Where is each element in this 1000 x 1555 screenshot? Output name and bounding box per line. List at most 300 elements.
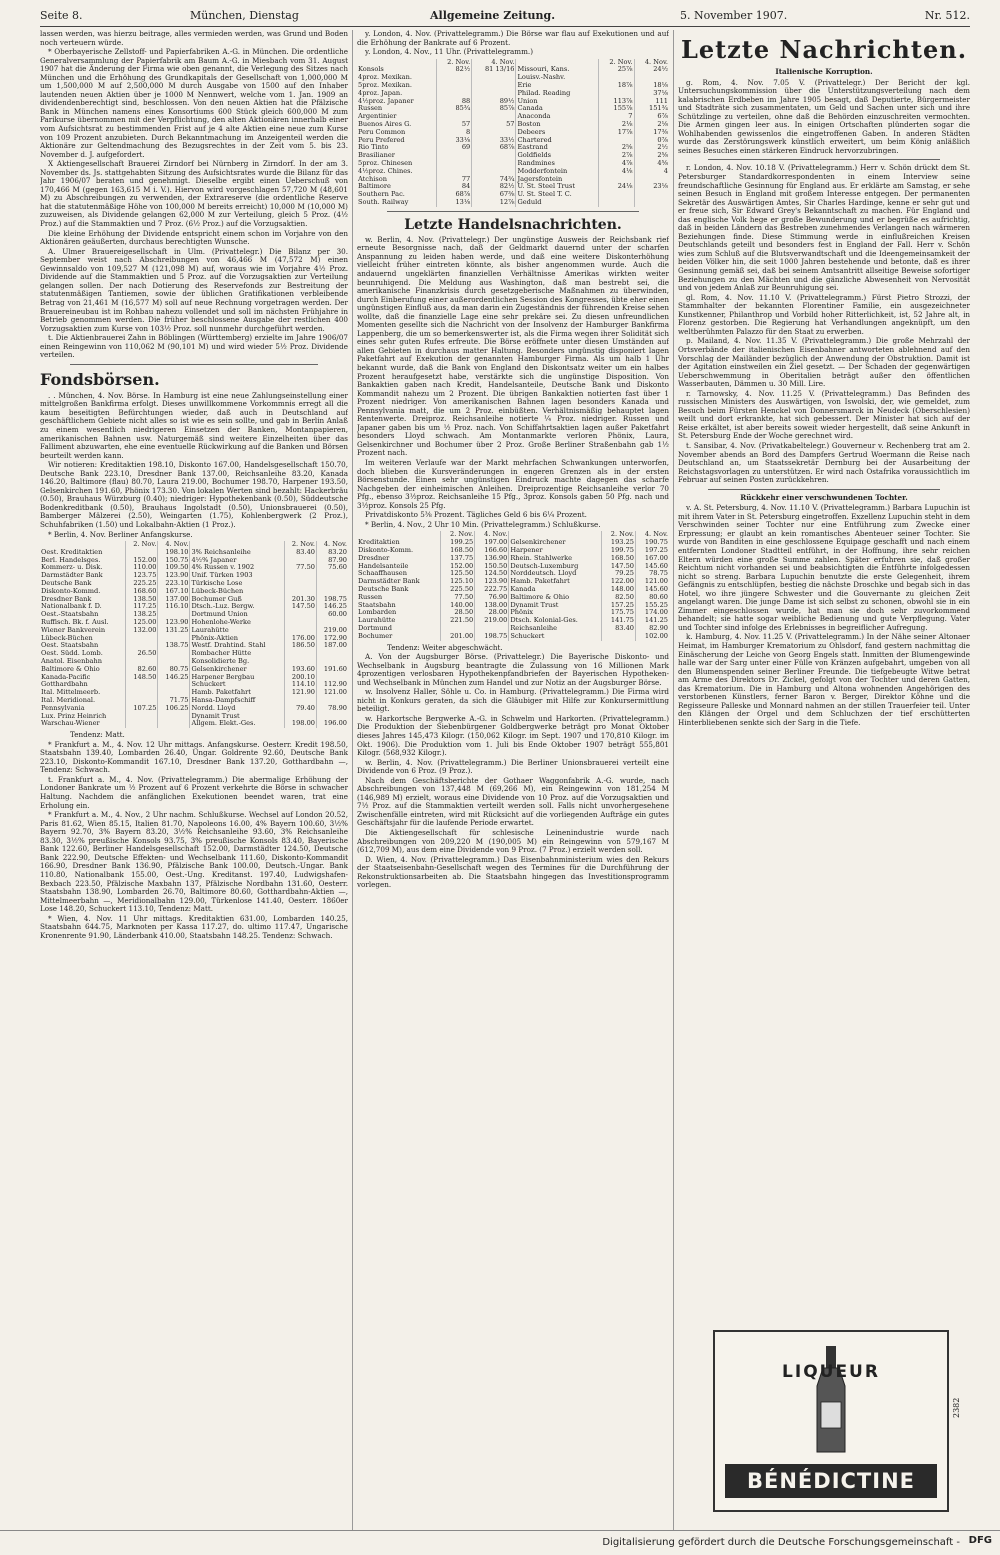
table-row: [40, 720, 348, 728]
table-cell: 68⅞: [472, 144, 516, 152]
table-cell: 24½: [634, 66, 669, 74]
table-cell: 123.90: [475, 578, 509, 586]
table-cell: 79.40: [284, 705, 316, 713]
table-cell: 88: [436, 98, 472, 106]
table-cell: 109.50: [158, 564, 190, 572]
column-3: [678, 30, 970, 1530]
table-cell: 4proz. Mexikan.: [358, 73, 412, 82]
table-header-cell: 2. Nov.: [126, 541, 158, 549]
table-cell: Baltimore: [358, 182, 391, 191]
table-cell: 223.10: [158, 580, 190, 588]
article-hamburg: k. Hamburg, 4. Nov. 11.25 V. (Privattelegramm.) In der Nähe seiner Altonaer Heimat, im Hamburger Krematorium zu Ohlsdorf, fand gestern nachmittag die Einäscherung der Leiche von Georg Engels statt. Inmitten der Blumengewinde halle war der Sarg unter einer Fülle von Kränzen aufgebahrt, umgeben von all den Blumenspenden seiner Berliner Freunde. Die tiefgebeugte Witwe betrat am Arme des Direktors Dr. Zickel, gefolgt von der Tochter und deren Gatten, das Krematorium. Die in Hamburg und Altona wohnenden Angehörigen des verstorbenen Künstlers, ferner Baron v. Berger, Direktor Köhne und die Regisseure Palleske und Monnard nahmen an der stillen Trauerfeier teil. Unter den Klängen der Orgel und dem Schluchzen der tief erschütterten Hinterbliebenen senkte sich der Sarg in die Tiefe.: [678, 632, 970, 727]
article-ulm: A. Ulmer Brauereigesellschaft in Ulm. (Privattelegr.) Die Bilanz per 30. September weist nach Abschreibungen von 46,466 M (47,572 M) einen Gewinnsaldo von 109,527 M (121,098 M) auf, woraus wie im Vorjahre 4½ Proz. Dividende auf die Stammaktien und 5 Proz. auf die Vorzugsaktien zur Verteilung gelangen sollen. Der nach Dotierung des Reservefonds zur Bestreitung der statutenmäßigen Tantiemen, sowie der üblichen Gratifikationen verbleibende Betrag von 21,461 M (16,577 M) soll auf neue Rechnung vorgetragen werden. Der Brauereineubau ist im Rohbau nahezu vollendet und soll im nächsten Frühjahre in Betrieb genommen werden. Die früher beschlossene Ausgabe der restlichen 400 Vorzugsaktien zum Kurse von 103½ Proz. soll nunmehr durchgeführt werden.: [40, 246, 348, 333]
table-cell: 219.00: [316, 627, 348, 635]
table-cell: 57: [472, 121, 516, 129]
table-cell: Berl. Handelsges.: [41, 555, 101, 564]
table-row: [357, 82, 669, 90]
table-cell: 83.20: [316, 549, 348, 557]
table-cell: 197.00: [475, 539, 509, 547]
table-cell: 78.75: [635, 570, 669, 578]
table-cell: 131.25: [158, 627, 190, 635]
section-title-fondsboersen: Fondsbörsen.: [40, 369, 160, 389]
divider: [708, 159, 940, 160]
table-cell: 26.50: [126, 650, 158, 658]
table-cell: 172.90: [316, 635, 348, 643]
table-cell: [158, 681, 190, 689]
table-cell: 123.90: [158, 619, 190, 627]
table-cell: Hamb. Paketfahrt: [190, 689, 284, 697]
table-cell: 89½: [472, 98, 516, 106]
article-sansibar: t. Sansibar, 4. Nov. (Privatkabeltelegr.) Gouverneur v. Rechenberg trat am 2. November abends an Bord des Dampfers Gertrud Woermann die Reise nach Deutschland an, um Staatssekretär Dernburg bei der Ausarbeitung der Reichstagsvorlagen zu unterstützen. Er wird nach Ostafrika voraussichtlich im Februar auf seinen Posten zurückkehren.: [678, 440, 970, 485]
table-cell: 157.25: [601, 602, 635, 610]
table-cell: [634, 199, 669, 207]
table-cell: [158, 650, 190, 658]
article-paragraph: Privatdiskonto 5⅜ Prozent. Tägliches Geld 6 bis 6¼ Prozent.: [365, 510, 587, 520]
subheading: Italienische Korruption.: [775, 67, 873, 76]
table-cell: 225.50: [441, 586, 475, 594]
table-cell: 148.00: [601, 586, 635, 594]
table-cell: Dynamit Trust: [509, 602, 602, 610]
table-cell: 28.50: [441, 609, 475, 617]
table-cell: Chartered: [516, 137, 598, 145]
table-cell: 122.00: [601, 578, 635, 586]
table-cell: [158, 720, 190, 728]
table-cell: Boston: [516, 121, 598, 129]
article-gotha: Nach dem Geschäftsberichte der Gothaer Waggonfabrik A.-G. wurde, nach Abschreibungen von 137,448 M (69,266 M), ein Reingewinn von 181,254 M (146,989 M) erzielt, woraus eine Dividende von 10 Proz. auf die Vorzugsaktien und 7½ Proz. auf die Stammaktien verteilt werden soll. Falls nicht unvorhergesehene Zwischenfälle eintreten, wird mit Rücksicht auf die vorliegenden Aufträge ein gutes Geschäftsjahr für die laufende Periode erwartet.: [357, 775, 669, 828]
divider: [708, 489, 940, 490]
table-cell: 84: [436, 183, 472, 191]
table-cell: [436, 74, 472, 82]
place-day: München, Dienstag: [190, 9, 299, 22]
table-cell: 219.00: [475, 617, 509, 625]
table-cell: 4: [634, 168, 669, 176]
table-cell: 69: [436, 144, 472, 152]
table-cell: 18⅛: [634, 82, 669, 90]
table-cell: 4⅝: [634, 160, 669, 168]
table-cell: 138.75: [158, 642, 190, 650]
table-cell: 67⅜: [472, 191, 516, 199]
table-cell: 3% Reichsanleihe: [190, 549, 284, 557]
table-cell: [126, 635, 158, 643]
table-cell: 125.00: [126, 619, 158, 627]
table-cell: Goldfields: [516, 152, 598, 160]
table-cell: [316, 650, 348, 658]
table-cell: 74¾: [472, 176, 516, 184]
table-cell: Lübeck-Büchen: [190, 588, 284, 596]
table-cell: Diskonto-Kommd.: [41, 586, 101, 595]
table-cell: 82.90: [635, 625, 669, 633]
table-cell: Dtsch.-Luz. Bergw.: [190, 603, 284, 611]
table-cell: Diskonto-Komm.: [358, 545, 414, 554]
table-cell: 137.75: [441, 555, 475, 563]
table-row: [357, 199, 669, 207]
table-cell: Geduld: [516, 199, 598, 207]
table-cell: 5proz. Chinesen: [358, 159, 413, 167]
table-cell: 4⅞: [598, 160, 634, 168]
table-cell: [436, 160, 472, 168]
table-cell: Erie: [516, 82, 598, 90]
table-cell: Jagersfontein: [516, 176, 598, 184]
table-cell: 57: [436, 121, 472, 129]
article-harkort: w. Harkortsche Bergwerke A.-G. in Schwelm und Harkorten. (Privattelegramm.) Die Produktion der Siebenbürgener Goldbergwerke beträgt pro Monat Oktober dieses Jahres 145,473 Kilogr. (150,062 Kilogr. im Sept. 1907 und 170,810 Kilogr. im Okt. 1906). Die Produktion vom 1. Juli bis Ende Oktober 1907 beträgt 555,801 Kilogr. (568,932 Kilogr.).: [357, 713, 669, 758]
article-augsburg: A. Von der Augsburger Börse. (Privattelegr.) Die Bayerische Diskonto- und Wechselbank in Augsburg beantragte die Zulassung von 16 Millionen Mark 4prozentigen verlosbaren Hypothekenpfandbriefen der Bayerischen Hypotheken- und Wechselbank in München zum Handel und zur Notiz an der Augsburger Börse.: [357, 652, 669, 687]
article-haller: w. Insolvenz Haller, Söhle u. Co. in Hamburg. (Privattelegramm.) Die Firma wird nicht in Konkurs geraten, da sich die Gläubiger mit Hilfe zur Konkursermittlung beteiligt.: [357, 687, 669, 714]
dfg-logo: DFG: [968, 1535, 992, 1546]
table-cell: 140.00: [441, 602, 475, 610]
table-heading: y. London, 4. Nov., 11 Uhr. (Privattelegramm.): [365, 47, 534, 57]
table-cell: Russen: [358, 104, 383, 113]
footer: [0, 1530, 1000, 1553]
table-cell: Laurahütte: [190, 627, 284, 635]
table-cell: 17⅞: [598, 129, 634, 137]
table-tendency: Tendenz: Matt.: [70, 730, 125, 740]
table-cell: Phönix-Aktien: [190, 635, 284, 643]
section-title-handelsnachrichten: Letzte Handelsnachrichten.: [404, 216, 622, 233]
article-wien-bahn: D. Wien, 4. Nov. (Privattelegramm.) Das Eisenbahnministerium wies den Rekurs der Staatseisenbahn-Gesellschaft wegen des Termines für die Durchführung der Rekonstruktionsarbeiten ab. Die Staatsbahn hingegen das Investitionsprogramm vorlegen.: [357, 854, 669, 890]
table-cell: Bochumer: [358, 631, 393, 640]
table-cell: 225.25: [126, 580, 158, 588]
table-cell: Warschau-Wiener: [41, 719, 100, 728]
table-cell: Bochumer Guß: [190, 596, 284, 604]
table-cell: Ruffisch. Bk. f. Ausl.: [41, 618, 109, 627]
table-cell: 174.00: [635, 609, 669, 617]
table-row: [357, 633, 669, 641]
table-cell: 76.90: [475, 594, 509, 602]
table-cell: 80.60: [635, 594, 669, 602]
table-cell: 190.75: [635, 539, 669, 547]
table-cell: [472, 74, 516, 82]
table-cell: 166.60: [475, 547, 509, 555]
table-cell: 138.50: [126, 596, 158, 604]
table-cell: Baltimore & Ohio: [41, 664, 100, 673]
article-leinen: Die Aktiengesellschaft für schlesische Leinenindustrie wurde nach Abschreibungen von 209,220 M (190,005 M) ein Reingewinn von 579,167 M (612,709 M), aus dem eine Dividende von 9 Proz. (7 Proz.) erzielt werden soll.: [357, 828, 669, 855]
article-paragraph: Wir notieren: Kreditaktien 198.10, Diskonto 167.00, Handelsgesellschaft 150.70, Deutsche Bank 223.10, Dresdner Bank 137.00, Reichsanleihe 83.20, Kanada 146.20, Baltimore (flau) 80.70, Laura 219.00, Bochumer 198.70, Harpener 193.50, Gelsenkirchen 191.60, Phönix 173.30. Von lokalen Werten sind bezahlt: Hackerbräu (0.50), Brauhaus Würzburg (0.40); niedriger: Hypothekenbank (0.50), Süddeutsche Bodenkreditbank (0.50), Brauhaus Ingolstadt (0.50), Unionsbrauerei (0.50), Bamberger Mälzerei (2.50), Weingarten (1.75), Kohlenbergwerk (2 Proz.), Schuhfabriken (1.50) und Lokalbahn-Aktien (1 Proz.).: [40, 460, 348, 529]
table-cell: 168.60: [126, 588, 158, 596]
table-header-cell: 2. Nov.: [441, 531, 475, 539]
table-cell: Anatol. Eisenbahn: [41, 657, 102, 666]
table-cell: 117.25: [126, 603, 158, 611]
table-cell: Handelsanteile: [358, 561, 409, 570]
table-cell: [472, 152, 516, 160]
table-cell: 85⅞: [472, 105, 516, 113]
table-cell: 167.10: [158, 588, 190, 596]
column-rule: [352, 30, 353, 1530]
table-cell: Harpener: [509, 547, 602, 555]
article-berlin: w. Berlin, 4. Nov. (Privattelegr.) Der ungünstige Ausweis der Reichsbank rief erneute Besorgnisse nach, daß der Geldmarkt dauernd unter der scharfen Anspannung zu leiden haben werde, und daß eine weitere Diskonterhöhung vielleicht früher eintreten könnte, als bisher angenommen wurde. Auch die andauernd ungeklärten finanziellen Verhältnisse Amerikas wirkten weiter beunruhigend. Die Meldung aus Washington, daß man bestrebt sei, die amerikanische Finanzkrisis durch gesetzgeberische Maßnahmen zu überwinden, durch Einberufung einer außerordentlichen Session des Kongresses, übte eher einen ungünstigen Einfluß aus, da man darin ein Zugeständnis der führenden Kreise sehen wollte, daß die finanzielle Lage eine sehr prekäre sei. Zu diesen unfreundlichen Momenten gesellte sich die Nachricht von der Insolvenz der Hamburger Bankfirma Lappenberg, die um so bemerkenswerter ist, als die Firma wegen ihrer Solidität sich eines sehr guten Rufes erfreute. Die Börse eröffnete unter diesen Umständen auf allen Gebieten in durchaus matter Haltung. Besonders ungünstig disponiert lagen Paketfahrt auf Exekution der genannten Hamburger Firma. Als um halb 1 Uhr bekannt wurde, daß die Bank von England den Diskontsatz weiter um ein halbes Prozent heraufgesetzt habe, verstärkte sich die ungünstige Disposition. Von Bankaktien gaben nach Kredit, Handelsanteile, Deutsche Bank und Diskonto Kommandit nahezu um 2 Prozent. Die übrigen Bankaktien notierten fast über 1 Prozent niedriger. Von amerikanischen Bahnen lagen besonders Kanada und Pennsylvania matt, die um 2 Proz. einbüßten. Verhältnismäßig behauptet lagen Rentenwerte. Dreiproz. Reichsanleihe notierte ¼ Proz. niedriger. Russen und Japaner gaben bis um ½ Proz. nach. Von Schiffahrtsaktien lagen außer Paketfahrt besonders Lloyd schwach. Am Montanmarkte verloren Phönix, Laura, Gelsenkirchner und Bochumer über 2 Proz. Große Berliner Straßenbahn gab 1½ Prozent nach.: [357, 234, 669, 458]
table-cell: 75.60: [316, 564, 348, 572]
table-cell: 4½proz. Chines.: [358, 166, 413, 175]
table-cell: Dtsch. Kolonial-Ges.: [509, 617, 602, 625]
table-cell: [472, 160, 516, 168]
table-header-cell: 2. Nov.: [598, 59, 634, 67]
table-cell: [601, 633, 635, 641]
table-cell: Peru Common: [358, 127, 406, 136]
table-cell: 17⅜: [634, 129, 669, 137]
table-cell: Nationalbank f. D.: [41, 602, 102, 611]
table-cell: Wiener Bankverein: [41, 625, 106, 634]
table-cell: 168.50: [441, 547, 475, 555]
table-cell: Hansa-Dampfschiff: [190, 697, 284, 705]
table-cell: 152.00: [441, 563, 475, 571]
article-paragraph: lassen werden, was hierzu beitrage, alles vermieden werden, was Grund und Boden noch verteuern würde.: [40, 30, 348, 47]
table-cell: Norddeutsch. Lloyd: [509, 570, 602, 578]
table-cell: 80.75: [158, 666, 190, 674]
table-cell: 4½proz. Japaner: [358, 96, 414, 105]
table-cell: 107.25: [126, 705, 158, 713]
table-cell: Rombacher Hütte: [190, 650, 284, 658]
table-row: [357, 105, 669, 113]
table-cell: Randmines: [516, 160, 598, 168]
article-london-schoen: r. London, 4. Nov. 10.18 V. (Privattelegramm.) Herr v. Schön drückt dem St. Petersburger Standardkorrespondenten in einem Interview seine freundschaftliche Gesinnung für England aus. Er erklärte am Samstag, er sehe seinen Besuch in England mit großem Interesse entgegen. Der permanenten Sekretär des Auswärtigen Amtes, Sir Charles Hardinge, kenne er sehr gut und er freue sich, Sir Edward Grey's Bekanntschaft zu machen. Für England und das englische Volk hege er große Bewunderung und er begrüße es aufrichtig, daß in beiden Ländern das Bestreben zunehmendes Verlangen nach wärmeren Beziehungen finde. Diese Stimmung werde in einflußreichen Kreisen Deutschlands geteilt und besonders fest in England der Fall. Herr v. Schön wies zum Schluß auf die Blutsverwandtschaft und die Ideengemeinsamkeit der beiden Völker hin, die seit 1000 Jahren bestehende und betonte, daß es ihrer Gesinnung gemäß sei, daß bei seinem Amtsantritt allseitige Beweise sofortiger Beziehungen zu den Mächten und die gänzliche Abwesenheit von Nervosität und von jedem Anlaß zur Beunruhigung sei.: [678, 163, 970, 293]
table-cell: Gelsenkirchener: [190, 666, 284, 674]
table-cell: 33½: [472, 137, 516, 145]
table-cell: [284, 572, 316, 580]
table-cell: 6⅞: [634, 113, 669, 121]
table-cell: 193.60: [284, 666, 316, 674]
table-cell: 28.00: [475, 609, 509, 617]
table-cell: 68⅞: [436, 191, 472, 199]
table-cell: Deutsche Bank: [41, 579, 92, 588]
table-cell: Southern Pac.: [358, 190, 405, 199]
table-cell: Rio Tinto: [358, 143, 389, 152]
table-cell: [316, 580, 348, 588]
article-wien: * Wien, 4. Nov. 11 Uhr mittags. Kreditaktien 631.00, Lombarden 140.25, Staatsbahn 644.75, Marknoten per Kassa 117.27, do. ultimo 117.47, Ungarische Kronenrente 91.90, Länderbank 410.00, Staatsbahn 148.25. Tendenz: Schwach.: [40, 913, 348, 940]
article-rom-strozzi: gl. Rom, 4. Nov. 11.10 V. (Privattelegramm.) Fürst Pietro Strozzi, der Stammhalter der bekannten Florentiner Familie, ein ausgezeichneter Kunstkenner, Philanthrop und Vorbild hoher Ritterlichkeit, ist, 52 Jahre alt, in Florenz gestorben. Die Regierung hat Verhandlungen angeknüpft, um den weltberühmten Palazzo für den Staat zu erwerben.: [678, 292, 970, 336]
table-header-cell: 4. Nov.: [316, 541, 348, 549]
article-frankfurt-3: * Frankfurt a. M., 4. Nov., 2 Uhr nachm. Schlußkurse. Wechsel auf London 20.52, Paris 81.62, Wien 85.15, Italien 81.70, Napoleons 16.00, 4% Bayern 100.60, 3½% Bayern 92.70, 3% Bayern 83.20, 3½% Reichsanleihe 93.60, 3% Reichsanleihe 83.30, 3½% preußische Konsols 93.75, 3% preußische Konsols 83.40, Bayerische Bank 122.60, Berliner Handelsgesellschaft 152.00, Darmstädter 124.50, Deutsche Bank 222.90, Deutsche Effekten- und Wechselbank 111.60, Diskonto-Kommandit 166.90, Dresdner Bank 136.90, Pfälzische Bank 100.00, Deutsch.-Ungar. Bank 110.80, Nationalbank 155.00, Oest.-Ung. Kreditanst. 197.40, Ludwigshafen-Bexbach 223.50, Pfälzische Maxbahn 137, Pfälzische Nordbahn 131.60, Oesterr. Staatsbahn 138.90, Lombarden 26.70, Baltimore 80.60, Gotthardbahn-Aktien —, Mittelmeerbahn —, Meridionalbahn 129.00, Türkenlose 141.40, Oesterr. 1860er Lose 148.20, Schuckert 113.10, Tendenz: Matt.: [40, 810, 348, 914]
table-cell: Union: [516, 98, 598, 106]
table-cell: 7: [598, 113, 634, 121]
table-cell: 77: [436, 176, 472, 184]
article-paragraph: Im weiteren Verlaufe war der Markt mehrfachen Schwankungen unterworfen, doch blieben die Kursveränderungen in engeren Grenzen als in der ersten Börsenstunde. Einen sehr ungünstigen Eindruck machte dagegen das scharfe Nachgeben der einheimischen Anleihen. Dreiprozentige Reichsanleihe verlor 70 Pfg., ebenso 3½proz. Reichsanleihe 15 Pfg., 3proz. Konsols gaben 50 Pfg. nach und 3½proz. Konsols 25 Pfg.: [357, 458, 669, 510]
table-cell: 18⅞: [598, 82, 634, 90]
table-cell: [126, 681, 158, 689]
table-cell: 221.50: [441, 617, 475, 625]
table-cell: 146.25: [158, 674, 190, 682]
table-cell: [126, 713, 158, 721]
table-cell: Kreditaktien: [358, 538, 400, 547]
quote-table-berlin-schluss: [357, 531, 669, 640]
table-cell: Darmstädter Bank: [358, 577, 420, 586]
table-header-cell: 4. Nov.: [634, 59, 669, 67]
table-cell: Modderfontein: [516, 168, 598, 176]
table-cell: Kanada-Pacific: [41, 672, 91, 681]
column-1: [40, 30, 348, 1530]
table-cell: 155.25: [635, 602, 669, 610]
table-cell: 2⅝: [598, 144, 634, 152]
table-cell: Buenos Aires G.: [358, 120, 412, 129]
table-cell: 2½: [634, 144, 669, 152]
table-cell: 197.25: [635, 547, 669, 555]
table-cell: 4⅛: [598, 168, 634, 176]
table-heading: * Berlin, 4. Nov. Berliner Anfangskurse.: [48, 529, 193, 539]
table-cell: Kommerz- u. Disk.: [41, 563, 103, 572]
table-cell: 186.50: [284, 642, 316, 650]
table-cell: Philad. Reading: [516, 90, 598, 98]
table-cell: Canada: [516, 105, 598, 113]
table-cell: 123.75: [126, 572, 158, 580]
ad-liqueur: LIQUEUR: [782, 1362, 880, 1382]
table-cell: 2⅝: [634, 152, 669, 160]
table-cell: Laurahütte: [358, 616, 396, 625]
table-cell: Eastrand: [516, 144, 598, 152]
table-cell: Lübeck-Büchen: [41, 633, 93, 642]
table-tendency: Tendenz: Weiter abgeschwächt.: [387, 642, 503, 652]
table-cell: 121.00: [316, 689, 348, 697]
table-cell: 138.00: [475, 602, 509, 610]
ad-benedictine: BÉNÉDICTINE: [725, 1464, 937, 1498]
table-cell: [284, 580, 316, 588]
table-cell: 25⅞: [598, 66, 634, 74]
table-cell: Brasilianer: [358, 151, 395, 160]
table-cell: 2⅛: [598, 121, 634, 129]
table-header-cell: 4. Nov.: [158, 541, 190, 549]
table-cell: 110.00: [126, 564, 158, 572]
article-mailand: p. Mailand, 4. Nov. 11.35 V. (Privattelegramm.) Die große Mehrzahl der Ortsverbände der italienischen Eisenbahner antworteten ablehnend auf den Vorschlag der Mailänder bezüglich der Anwendung der Obstruktion. Damit ist der Agitation einstweilen ein Ziel gesetzt. — Der Schaden der gegenwärtigen Ueberschwemmung in Oberitalien beträgt außer den öffentlichen Wasserbauten, Dämmen u. 30 Mill. Lire.: [678, 336, 970, 389]
advertisement-benedictine: [713, 1330, 949, 1512]
table-cell: 82½: [472, 183, 516, 191]
table-cell: 102.00: [635, 633, 669, 641]
page-header: [40, 6, 970, 27]
table-cell: 71.75: [158, 697, 190, 705]
article-zahn: t. Die Aktienbrauerei Zahn in Böblingen (Württemberg) erzielte im Jahre 1906/07 einen Reingewinn von 110,062 M (90,101 M) und wird wieder 5½ Proz. Dividende verteilen.: [40, 333, 348, 360]
table-cell: 146.25: [316, 603, 348, 611]
table-cell: 141.25: [635, 617, 669, 625]
table-cell: [436, 82, 472, 90]
article-london: y. London, 4. Nov. (Privattelegramm.) Die Börse war flau auf Exekutionen und auf die Erhöhung der Bankrate auf 6 Prozent.: [357, 30, 669, 47]
table-cell: Oest. Südd. Lomb.: [41, 649, 103, 658]
table-cell: 201.30: [284, 596, 316, 604]
table-cell: Westf. Drahtind. Stahl: [190, 642, 284, 650]
table-cell: 175.75: [601, 609, 635, 617]
table-heading: * Berlin, 4. Nov., 2 Uhr 10 Min. (Privattelegramm.) Schlußkurse.: [365, 519, 601, 529]
quote-table-berlin-anfang: [40, 541, 348, 728]
table-cell: Ital. Meridional.: [41, 696, 96, 705]
table-cell: 77.50: [284, 564, 316, 572]
table-cell: 124.50: [475, 570, 509, 578]
table-cell: Phönix: [509, 609, 602, 617]
table-cell: 116.10: [158, 603, 190, 611]
article-zellstoff: * Oberbayerische Zellstoff- und Papierfabriken A.-G. in München. Die ordentliche Generalversammlung der Papierfabrik am Baum A.-G. in Miesbach vom 31. August 1907 hat die Änderung der Firma wie oben genannt, die Verlegung des Sitzes nach München und die Erhöhung des Grundkapitals der Gesellschaft von 1,000,000 M um 1,500,000 M auf 2,500,000 M durch Ausgabe von 1500 auf den Inhaber lautenden neuen Aktien über je 1000 M Nennwert, welche vom 1. Jan. 1909 an dividendenberechtigt sind, beschlossen. Von den neuen Aktien hat die Pfälzische Bank in München namens eines Konsortiums 600 Stück gleich 600,000 M zum Parikurse übernommen mit der Verpflichtung, den alten Aktionären innerhalb einer vom Aufsichtsrat zu bestimmenden Frist auf je 4 alte Aktien eine neue zum Kurse von 109 Prozent anzubieten. Durch Bekanntmachung im Anzeigenteil werden die Aktionäre zur Geltendmachung des Bezugsrechtes in der Zeit vom 5. bis 23. November d. J. aufgefordert.: [40, 47, 348, 159]
table-cell: 82.50: [601, 594, 635, 602]
table-cell: 4½% Japaner: [190, 557, 284, 565]
table-cell: [126, 720, 158, 728]
table-cell: Schuckert: [509, 633, 602, 641]
table-cell: Oest. Staatsbahn: [41, 641, 99, 650]
table-header-cell: 4. Nov.: [635, 531, 669, 539]
column-2: [357, 30, 669, 1530]
table-cell: 33⅛: [436, 137, 472, 145]
table-cell: 151¾: [634, 105, 669, 113]
table-header-cell: 2. Nov.: [601, 531, 635, 539]
table-cell: [316, 572, 348, 580]
subheading: Rückkehr einer verschwundenen Tochter.: [740, 492, 908, 502]
table-cell: Dresdner Bank: [41, 594, 92, 603]
table-cell: 176.00: [284, 635, 316, 643]
table-cell: 167.00: [635, 555, 669, 563]
table-cell: Gotthardbahn: [41, 680, 88, 689]
table-cell: 79.25: [601, 570, 635, 578]
quote-table-london: [357, 59, 669, 207]
table-cell: Schaaffhausen: [358, 569, 407, 578]
table-header-cell: 2. Nov.: [436, 59, 472, 67]
footer-text: Digitalisierung gefördert durch die Deutsche Forschungsgemeinschaft -: [602, 1537, 960, 1548]
table-cell: 85¾: [436, 105, 472, 113]
table-cell: 187.00: [316, 642, 348, 650]
table-cell: [158, 713, 190, 721]
article-unionsbrauerei: w. Berlin, 4. Nov. (Privattelegramm.) Die Berliner Unionsbrauerei verteilt eine Dividende von 6 Proz. (9 Proz.).: [357, 757, 669, 776]
paper-name: Allgemeine Zeitung.: [430, 9, 556, 22]
issue-number: Nr. 512.: [924, 9, 970, 22]
table-cell: 198.10: [158, 549, 190, 557]
table-cell: U. St. Steel T. C.: [516, 191, 598, 199]
table-cell: Reichsanleihe: [509, 625, 602, 633]
table-cell: 81 13/16: [472, 66, 516, 74]
table-cell: 24⅛: [598, 183, 634, 191]
table-cell: Hamb. Paketfahrt: [509, 578, 602, 586]
table-cell: 125.50: [441, 570, 475, 578]
table-cell: 60.00: [316, 611, 348, 619]
table-cell: 191.60: [316, 666, 348, 674]
table-cell: 87.90: [316, 557, 348, 565]
table-cell: Kanada: [509, 586, 602, 594]
table-cell: [634, 191, 669, 199]
table-cell: 193.25: [601, 539, 635, 547]
table-cell: 147.50: [601, 563, 635, 571]
table-cell: Missouri, Kans.: [516, 66, 598, 74]
table-cell: Unif. Türken 1903: [190, 572, 284, 580]
table-cell: 121.90: [284, 689, 316, 697]
table-cell: 106.25: [158, 705, 190, 713]
table-cell: U. St. Steel Trust: [516, 183, 598, 191]
table-cell: Konsolidierte Bg.: [190, 658, 284, 666]
table-cell: Russen: [358, 592, 383, 601]
table-cell: Dresdner: [358, 553, 390, 562]
article-zirndorf: X Aktiengesellschaft Brauerei Zirndorf bei Nürnberg in Zirndorf. In der am 3. November ds. Js. stattgehabten Sitzung des Aufsichtsrates wurde die Bilanz für das Jahr 1906/07 beraten und genehmigt. Dieselbe ergibt einen Ueberschuß von 170,466 M (gegen 163,615 M i. V.). Hiervon wird vorgeschlagen 57,720 M (48,601 M) zu Abschreibungen zu verwenden, der Extrareserve (die ordentliche Reserve hat die statutenmäßige Höhe von 100,000 M bereits erreicht) 10,000 M (10,000 M) zuzuweisen, als Dividende gelangen 62,000 M zur Verteilung, gleich 5 Proz. (4½ Proz.) auf die Stammaktien und 7 Proz. (6½ Proz.) auf die Vorzugsaktien.: [40, 159, 348, 229]
table-cell: [284, 619, 316, 627]
table-cell: 82.60: [126, 666, 158, 674]
table-cell: 13⅛: [436, 199, 472, 207]
table-header-cell: 4. Nov.: [472, 59, 516, 67]
table-cell: South. Railway: [358, 197, 409, 206]
table-cell: [126, 689, 158, 697]
table-cell: 196.00: [316, 720, 348, 728]
table-cell: Lombarden: [358, 608, 397, 617]
column-rule: [673, 30, 674, 1530]
table-cell: [436, 152, 472, 160]
table-cell: 199.25: [441, 539, 475, 547]
table-cell: Atchison: [358, 174, 387, 183]
table-cell: 111: [634, 98, 669, 106]
article-tarnowsky: r. Tarnowsky, 4. Nov. 11.25 V. (Privattelegramm.) Das Befinden des russischen Ministers des Auswärtigen, von Iswolski, der, wie gemeldet, zum Besuch beim Fürsten Henckel von Donnersmarck in Neudeck (Oberschlesien) weilt und dort erkrankte, hat sich gebessert. Der Minister hat sich auf der Reise erkältet, ist aber bereits soweit wieder hergestellt, daß seine Ankunft in St. Petersburg Ende der Woche gerechnet wird.: [678, 388, 970, 441]
table-cell: 121.00: [635, 578, 669, 586]
table-cell: 199.75: [601, 547, 635, 555]
issue-date: 5. November 1907.: [680, 9, 788, 22]
article-frankfurt-2: t. Frankfurt a. M., 4. Nov. (Privattelegramm.) Die abermalige Erhöhung der Londoner Bankrate um ½ Prozent auf 6 Prozent verkehrte die Börse in schwacher Haltung. Nachdem die anfänglichen Exekutionen beendet waren, trat eine Erholung ein.: [40, 774, 348, 810]
table-cell: Anaconda: [516, 113, 598, 121]
table-header-cell: 4. Nov.: [475, 531, 509, 539]
table-cell: Deutsch-Luxemburg: [509, 563, 602, 571]
table-cell: Konsols: [358, 65, 384, 74]
article-frankfurt-1: * Frankfurt a. M., 4. Nov. 12 Uhr mittags. Anfangskurse. Oesterr. Kredit 198.50, Staatsbahn 139.40, Lombarden 26.40, Ungar. Goldrente 92.60, Deutsche Bank 223.10, Diskonto-Kommandit 167.10, Dresdner Bank 137.20, Gotthardbahn —, Tendenz: Schwach.: [40, 739, 348, 775]
table-cell: 37⅛: [634, 90, 669, 98]
table-cell: Oest. Kreditaktien: [41, 547, 103, 556]
table-cell: [284, 650, 316, 658]
table-cell: 77.50: [441, 594, 475, 602]
side-number: 2382: [952, 1397, 961, 1418]
table-cell: 136.90: [475, 555, 509, 563]
table-cell: [472, 82, 516, 90]
